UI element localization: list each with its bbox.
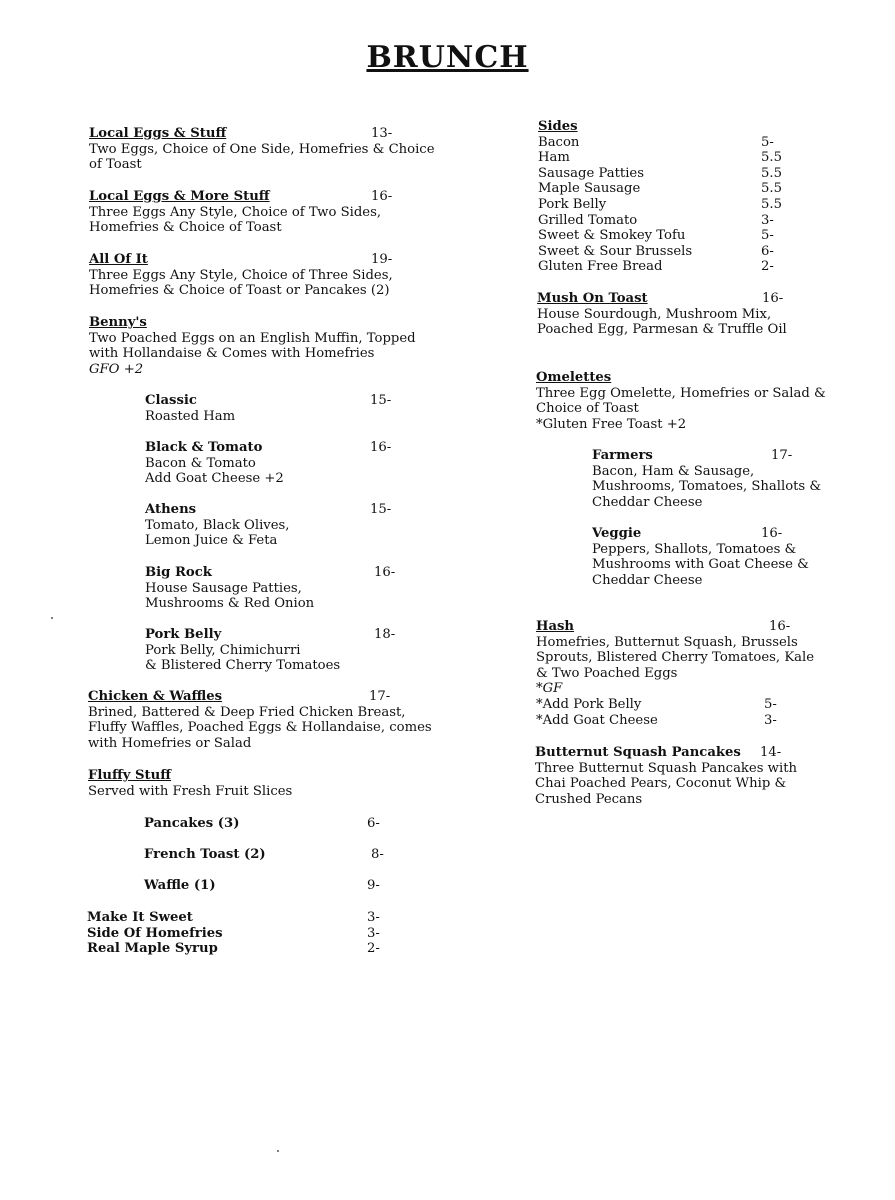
menu-section-fluffy-stuff xyxy=(88,768,292,799)
item-desc: Cheddar Cheese xyxy=(592,494,703,510)
section-heading: Fluffy Stuff xyxy=(88,768,172,783)
item-name: Side Of Homefries xyxy=(87,925,223,941)
menu-item-black-tomato xyxy=(145,440,392,487)
menu-section-sides xyxy=(538,119,782,275)
item-desc: Three Eggs Any Style, Choice of Three Sides, xyxy=(89,267,393,283)
item-desc: Three Butternut Squash Pancakes with xyxy=(535,760,797,776)
menu-item-local-eggs xyxy=(89,126,435,173)
item-desc: Sprouts, Blistered Cherry Tomatoes, Kale xyxy=(536,650,815,666)
item-name: Athens xyxy=(145,502,197,517)
item-name: Pancakes (3) xyxy=(144,816,240,831)
section-desc: with Hollandaise & Comes with Homefries xyxy=(89,346,375,362)
item-name: Grilled Tomato xyxy=(538,212,638,228)
item-price: 3- xyxy=(761,212,774,228)
item-price: 6- xyxy=(761,243,774,259)
item-name: Classic xyxy=(145,393,197,408)
item-name: French Toast (2) xyxy=(144,847,266,862)
item-price: 9- xyxy=(367,878,380,893)
item-desc: Mushrooms & Red Onion xyxy=(145,596,315,612)
menu-item-farmers xyxy=(592,448,821,510)
item-name: Black & Tomato xyxy=(145,440,263,455)
menu-item-butternut-pancakes xyxy=(535,745,797,807)
item-desc: Lemon Juice & Feta xyxy=(145,533,278,549)
menu-section-bennys xyxy=(89,315,416,377)
item-price: 5.5 xyxy=(761,165,782,181)
item-desc: of Toast xyxy=(89,157,142,173)
item-price: 16- xyxy=(762,291,784,306)
section-heading: Sides xyxy=(538,119,578,134)
menu-item-big-rock xyxy=(145,565,396,612)
menu-item-mush-on-toast xyxy=(537,291,787,338)
section-desc: Two Poached Eggs on an English Muffin, Topped xyxy=(89,330,416,346)
item-name: Make It Sweet xyxy=(87,910,193,925)
item-name: Sausage Patties xyxy=(538,165,644,181)
addon-name: *Add Goat Cheese xyxy=(536,712,658,728)
item-name: Hash xyxy=(536,619,575,634)
item-desc: Bacon & Tomato xyxy=(145,455,256,471)
item-desc: Cheddar Cheese xyxy=(592,572,703,588)
item-name: Farmers xyxy=(592,448,653,463)
item-desc: Homefries & Choice of Toast or Pancakes (2) xyxy=(89,283,390,299)
addon-goat-cheese xyxy=(536,713,814,729)
item-desc: Pork Belly, Chimichurri xyxy=(145,642,301,658)
item-desc: Two Eggs, Choice of One Side, Homefries & Choice xyxy=(89,141,435,157)
item-price: 15- xyxy=(370,502,392,517)
menu-item-athens xyxy=(145,502,392,549)
side-item xyxy=(538,150,782,166)
addon-price: 3- xyxy=(764,712,777,728)
item-name: Waffle (1) xyxy=(144,878,216,893)
item-name: Sweet & Sour Brussels xyxy=(538,243,693,259)
item-desc: Homefries & Choice of Toast xyxy=(89,220,282,236)
page-title: BRUNCH xyxy=(366,40,529,75)
item-desc: House Sourdough, Mushroom Mix, xyxy=(537,306,772,322)
side-item xyxy=(538,165,782,182)
item-price: 14- xyxy=(760,745,782,760)
item-name: Pork Belly xyxy=(538,196,607,212)
item-desc: & Blistered Cherry Tomatoes xyxy=(145,658,341,674)
side-item xyxy=(538,243,774,260)
item-price: 6- xyxy=(367,816,380,831)
menu-item-hash xyxy=(536,619,814,728)
item-price: 16- xyxy=(761,526,783,541)
section-desc: *Gluten Free Toast +2 xyxy=(536,416,687,432)
menu-item-waffle xyxy=(144,878,380,894)
item-desc: Brined, Battered & Deep Fried Chicken Breast, xyxy=(88,704,406,720)
item-desc: Fluffy Waffles, Poached Eggs & Hollandaise, comes xyxy=(88,720,432,736)
item-price: 18- xyxy=(374,627,396,642)
section-desc: Choice of Toast xyxy=(536,401,639,417)
menu-item-pork-belly xyxy=(145,627,396,674)
section-desc: Three Egg Omelette, Homefries or Salad & xyxy=(536,385,826,401)
item-desc: & Two Poached Eggs xyxy=(536,665,678,681)
item-price: 15- xyxy=(370,393,392,408)
side-item xyxy=(538,259,774,275)
item-desc: Homefries, Butternut Squash, Brussels xyxy=(536,634,798,650)
side-item xyxy=(538,196,782,213)
menu-extras xyxy=(87,910,380,957)
gfo-note: GFO +2 xyxy=(89,361,144,377)
item-price: 5.5 xyxy=(761,196,782,212)
item-name: Mush On Toast xyxy=(537,291,648,306)
item-desc: Three Eggs Any Style, Choice of Two Sides, xyxy=(89,204,382,220)
item-desc: Mushrooms, Tomatoes, Shallots & xyxy=(592,479,822,495)
item-name: Pork Belly xyxy=(145,627,222,642)
item-desc: Add Goat Cheese +2 xyxy=(145,471,284,487)
menu-item-classic xyxy=(145,393,392,424)
addon-pork-belly xyxy=(536,697,814,713)
item-desc: Crushed Pecans xyxy=(535,791,643,807)
item-price: 5- xyxy=(761,134,774,150)
item-name: Maple Sausage xyxy=(538,181,641,197)
item-name: Gluten Free Bread xyxy=(538,259,663,275)
menu-item-make-it-sweet xyxy=(87,910,380,926)
item-price: 16- xyxy=(370,440,392,455)
item-name: Bacon xyxy=(538,134,580,150)
addon-price: 5- xyxy=(764,696,777,712)
item-price: 16- xyxy=(371,189,393,204)
item-desc: Tomato, Black Olives, xyxy=(145,517,290,533)
addon-name: *Add Pork Belly xyxy=(536,696,642,712)
item-desc: House Sausage Patties, xyxy=(145,580,302,596)
item-name: Sweet & Smokey Tofu xyxy=(538,228,686,244)
item-price: 19- xyxy=(371,252,393,267)
item-name: All Of It xyxy=(89,252,148,267)
item-price: 8- xyxy=(371,847,384,862)
item-name: Big Rock xyxy=(145,565,212,580)
menu-item-maple-syrup xyxy=(87,941,380,957)
item-name: Real Maple Syrup xyxy=(87,941,218,957)
item-desc: Mushrooms with Goat Cheese & xyxy=(592,557,809,573)
side-item xyxy=(538,228,774,244)
item-price: 13- xyxy=(371,126,393,141)
menu-item-french-toast xyxy=(144,847,384,863)
item-desc: Roasted Ham xyxy=(145,408,236,424)
scan-speck xyxy=(51,617,53,619)
menu-section-omelettes xyxy=(536,370,826,432)
item-desc: Chai Poached Pears, Coconut Whip & xyxy=(535,776,787,792)
item-desc: Poached Egg, Parmesan & Truffle Oil xyxy=(537,322,787,338)
section-heading: Benny's xyxy=(89,315,147,330)
item-name: Butternut Squash Pancakes xyxy=(535,745,741,760)
menu-item-veggie xyxy=(592,526,809,588)
menu-item-local-eggs-more xyxy=(89,189,393,236)
item-name: Veggie xyxy=(592,526,642,541)
item-price: 16- xyxy=(769,619,791,634)
item-price: 5.5 xyxy=(761,150,782,166)
section-heading: Omelettes xyxy=(536,370,612,385)
scan-speck xyxy=(277,1150,279,1152)
item-price: 16- xyxy=(374,565,396,580)
item-price: 2- xyxy=(761,259,774,275)
item-desc: Bacon, Ham & Sausage, xyxy=(592,463,755,479)
side-item xyxy=(538,212,774,229)
menu-item-pancakes xyxy=(144,816,380,832)
item-price: 5- xyxy=(761,228,774,244)
item-name: Local Eggs & More Stuff xyxy=(89,189,270,204)
menu-item-all-of-it xyxy=(89,252,393,299)
menu-item-chicken-waffles xyxy=(88,689,432,751)
item-price: 3- xyxy=(367,910,380,925)
item-desc: with Homefries or Salad xyxy=(88,735,252,751)
item-desc: Peppers, Shallots, Tomatoes & xyxy=(592,541,797,557)
item-price: 17- xyxy=(369,689,391,704)
item-price: 3- xyxy=(367,925,380,941)
item-name: Ham xyxy=(538,150,570,166)
item-price: 2- xyxy=(367,941,380,957)
item-name: Chicken & Waffles xyxy=(88,689,223,704)
section-desc: Served with Fresh Fruit Slices xyxy=(88,783,293,799)
menu-item-side-homefries xyxy=(87,925,380,942)
gf-note: *GF xyxy=(536,681,563,697)
side-item xyxy=(538,181,782,197)
item-price: 5.5 xyxy=(761,181,782,197)
side-item xyxy=(538,134,774,151)
item-price: 17- xyxy=(771,448,793,463)
item-name: Local Eggs & Stuff xyxy=(89,126,227,141)
